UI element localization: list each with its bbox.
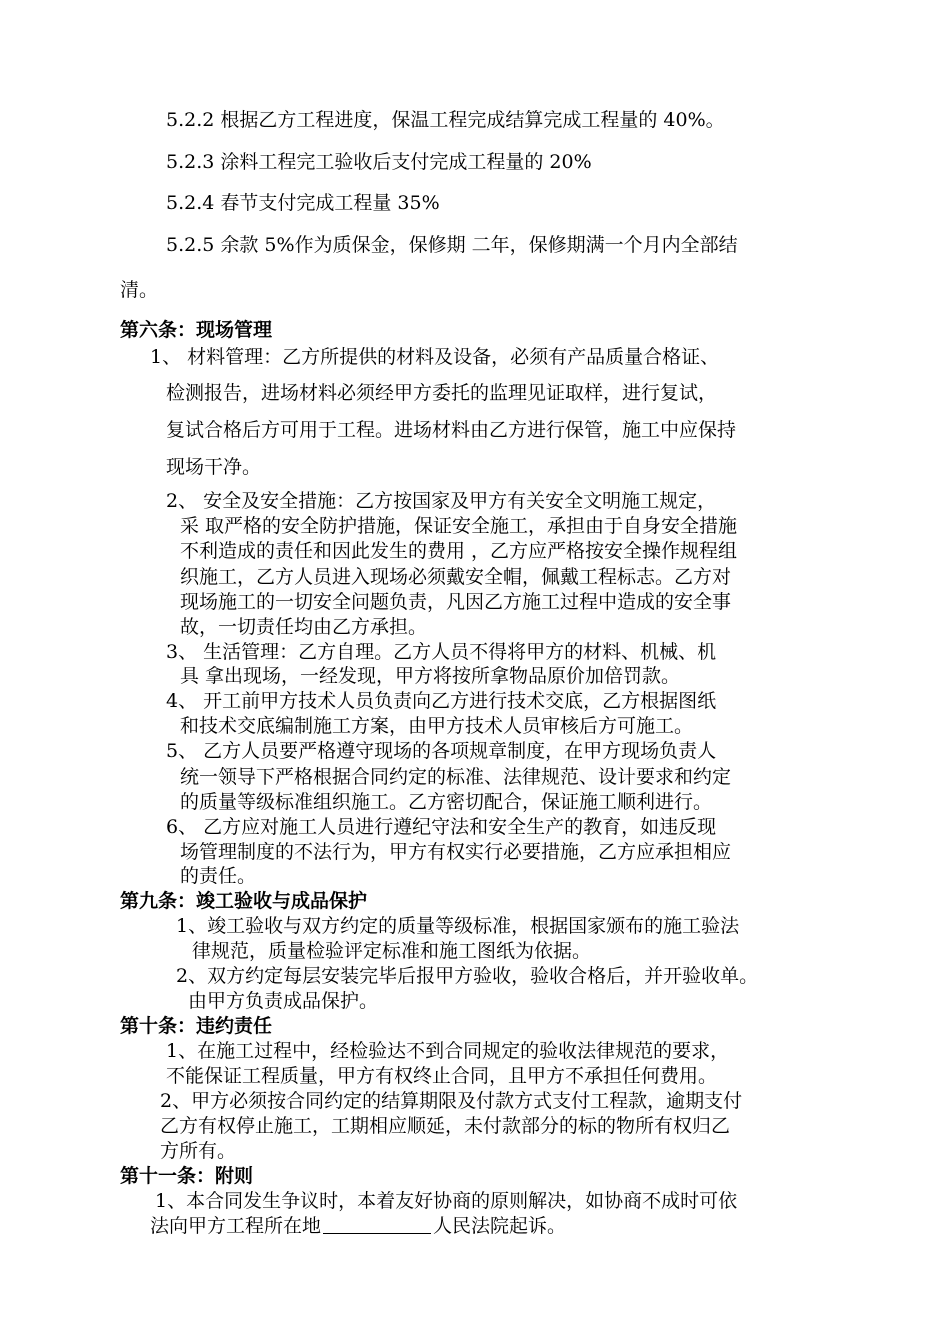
article-6-item-5-line: 的质量等级标准组织施工。乙方密切配合，保证施工顺利进行。 [180, 791, 713, 813]
article-9-item-2-line: 2、双方约定每层安装完毕后报甲方验收，验收合格后，并开验收单。 [176, 965, 759, 987]
article-9-item-2-line: 由甲方负责成品保护。 [188, 990, 379, 1012]
article-6-item-5-line: 5、 乙方人员要严格遵守现场的各项规章制度，在甲方现场负责人 [166, 740, 717, 762]
article-6-item-2-line: 故，一切责任均由乙方承担。 [180, 616, 428, 638]
clause-5-2-3: 5.2.3 涂料工程完工验收后支付完成工程量的 20% [166, 151, 592, 173]
article-6-item-2-line: 现场施工的一切安全问题负责，凡因乙方施工过程中造成的安全事 [180, 591, 732, 613]
article-6-item-3-line: 具 拿出现场，一经发现，甲方将按所拿物品原价加倍罚款。 [180, 665, 681, 687]
article-6-item-2-line: 不利造成的责任和因此发生的费用 ，乙方应严格按安全操作规程组 [180, 540, 738, 562]
clause-5-2-4: 5.2.4 春节支付完成工程量 35% [166, 192, 440, 214]
article-6-item-1-line: 检测报告，进场材料必须经甲方委托的监理见证取样，进行复试， [166, 382, 718, 404]
article-6-item-3-line: 3、 生活管理：乙方自理。乙方人员不得将甲方的材料、机械、机 [166, 641, 717, 663]
court-location-blank [323, 1215, 431, 1234]
article-10-item-1-line: 1、在施工过程中，经检验达不到合同规定的验收法律规范的要求， [166, 1040, 730, 1062]
jurisdiction-text-post: 人民法院起诉。 [433, 1215, 567, 1237]
article-10-heading: 第十条：违约责任 [120, 1015, 273, 1037]
article-6-item-4-line: 4、 开工前甲方技术人员负责向乙方进行技术交底，乙方根据图纸 [166, 690, 717, 712]
article-6-item-2-line: 织施工，乙方人员进入现场必须戴安全帽，佩戴工程标志。乙方对 [180, 566, 732, 588]
article-11-heading: 第十一条：附则 [120, 1165, 254, 1187]
article-10-item-2-line: 方所有。 [160, 1140, 237, 1162]
article-9-item-1-line: 律规范，质量检验评定标准和施工图纸为依据。 [192, 940, 592, 962]
article-6-item-6-line: 的责任。 [180, 865, 257, 887]
article-9-item-1-line: 1、竣工验收与双方约定的质量等级标准，根据国家颁布的施工验法 [176, 915, 740, 937]
clause-5-2-5-cont: 清。 [120, 279, 159, 301]
article-6-item-2-line: 2、 安全及安全措施：乙方按国家及甲方有关安全文明施工规定， [166, 490, 717, 512]
article-6-item-1-line: 1、 材料管理：乙方所提供的材料及设备，必须有产品质量合格证、 [150, 346, 720, 368]
article-6-item-4-line: 和技术交底编制施工方案，由甲方技术人员审核后方可施工。 [180, 715, 694, 737]
article-10-item-1-line: 不能保证工程质量，甲方有权终止合同，且甲方不承担任何费用。 [166, 1065, 718, 1087]
article-6-item-6-line: 场管理制度的不法行为，甲方有权实行必要措施，乙方应承担相应 [180, 841, 732, 863]
clause-5-2-2: 5.2.2 根据乙方工程进度，保温工程完成结算完成工程量的 40%。 [166, 109, 725, 131]
article-11-item-1-line: 1、本合同发生争议时，本着友好协商的原则解决，如协商不成时可依 [155, 1190, 738, 1212]
article-6-item-1-line: 复试合格后方可用于工程。进场材料由乙方进行保管，施工中应保持 [166, 419, 737, 441]
article-9-heading: 第九条：竣工验收与成品保护 [120, 890, 368, 912]
article-6-item-5-line: 统一领导下严格根据合同约定的标准、法律规范、设计要求和约定 [180, 766, 732, 788]
article-6-item-2-line: 采 取严格的安全防护措施，保证安全施工，承担由于自身安全措施 [180, 515, 738, 537]
article-10-item-2-line: 乙方有权停止施工，工期相应顺延，未付款部分的标的物所有权归乙 [160, 1115, 731, 1137]
jurisdiction-text-pre: 法向甲方工程所在地 [150, 1215, 322, 1237]
article-6-item-6-line: 6、 乙方应对施工人员进行遵纪守法和安全生产的教育，如违反现 [166, 816, 717, 838]
clause-5-2-5: 5.2.5 余款 5%作为质保金，保修期 二年，保修期满一个月内全部结 [166, 234, 738, 256]
article-6-item-1-line: 现场干净。 [166, 456, 262, 478]
article-6-heading: 第六条：现场管理 [120, 319, 273, 341]
article-11-item-1-line-2 [150, 1214, 566, 1238]
article-10-item-2-line: 2、甲方必须按合同约定的结算期限及付款方式支付工程款，逾期支付 [160, 1090, 743, 1112]
